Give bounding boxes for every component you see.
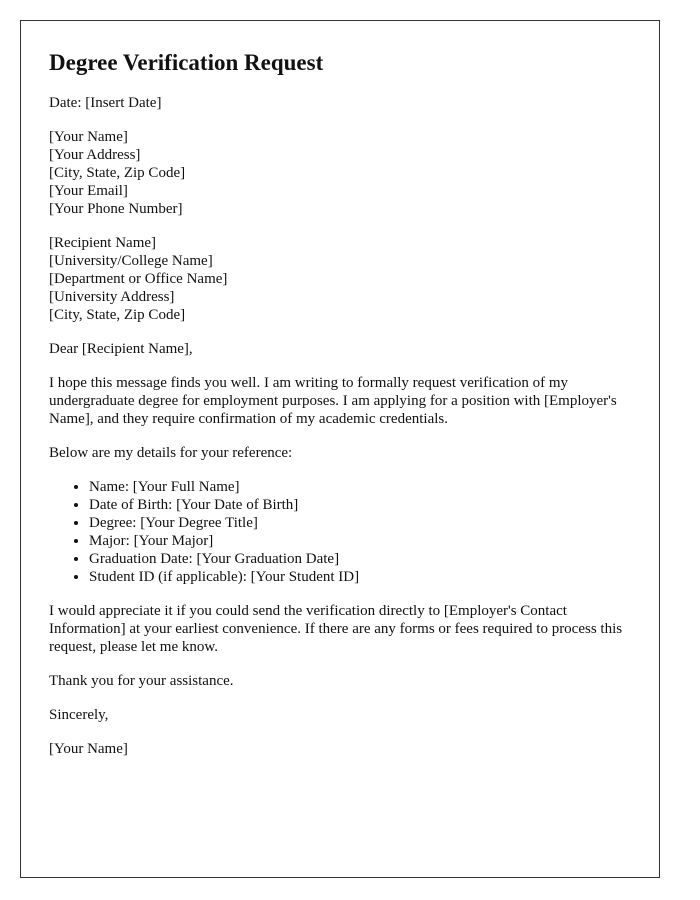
date-line: Date: [Insert Date] <box>49 95 162 111</box>
recipient-department: [Department or Office Name] <box>49 271 228 287</box>
letter-title: Degree Verification Request <box>49 50 324 75</box>
list-item: • Degree: [Your Degree Title] <box>89 514 631 532</box>
details-intro: Below are my details for your reference: <box>49 445 293 461</box>
letter-page <box>20 20 660 878</box>
sender-phone: [Your Phone Number] <box>49 201 183 217</box>
closing-line: Sincerely, <box>49 707 109 723</box>
recipient-university-address: [University Address] <box>49 289 175 305</box>
thanks-line: Thank you for your assistance. <box>49 673 234 689</box>
request-paragraph: I would appreciate it if you could send the verification directly to [Employer's Contact Information] at your earliest convenience. If there are any forms or fees required to process this request, please let me know. <box>49 603 623 655</box>
list-item: • Graduation Date: [Your Graduation Date] <box>89 550 631 568</box>
recipient-address-block <box>49 234 631 324</box>
sender-address: [Your Address] <box>49 147 141 163</box>
list-item: • Student ID (if applicable): [Your Student ID] <box>89 568 631 586</box>
recipient-university: [University/College Name] <box>49 253 213 269</box>
details-list <box>49 478 631 586</box>
recipient-city-state-zip: [City, State, Zip Code] <box>49 307 186 323</box>
recipient-name: [Recipient Name] <box>49 235 157 251</box>
intro-paragraph: I hope this message finds you well. I am writing to formally request verification of my undergraduate degree for employment purposes. I am applying for a position with [Employer's Name], and they require confirmation of my academic credentials. <box>49 375 617 427</box>
salutation: Dear [Recipient Name], <box>49 341 193 357</box>
sender-city-state-zip: [City, State, Zip Code] <box>49 165 186 181</box>
sender-email: [Your Email] <box>49 183 128 199</box>
list-item: • Date of Birth: [Your Date of Birth] <box>89 496 631 514</box>
sender-name: [Your Name] <box>49 129 128 145</box>
list-item: • Major: [Your Major] <box>89 532 631 550</box>
list-item: • Name: [Your Full Name] <box>89 478 631 496</box>
sender-address-block <box>49 128 631 218</box>
signature-line: [Your Name] <box>49 741 128 757</box>
